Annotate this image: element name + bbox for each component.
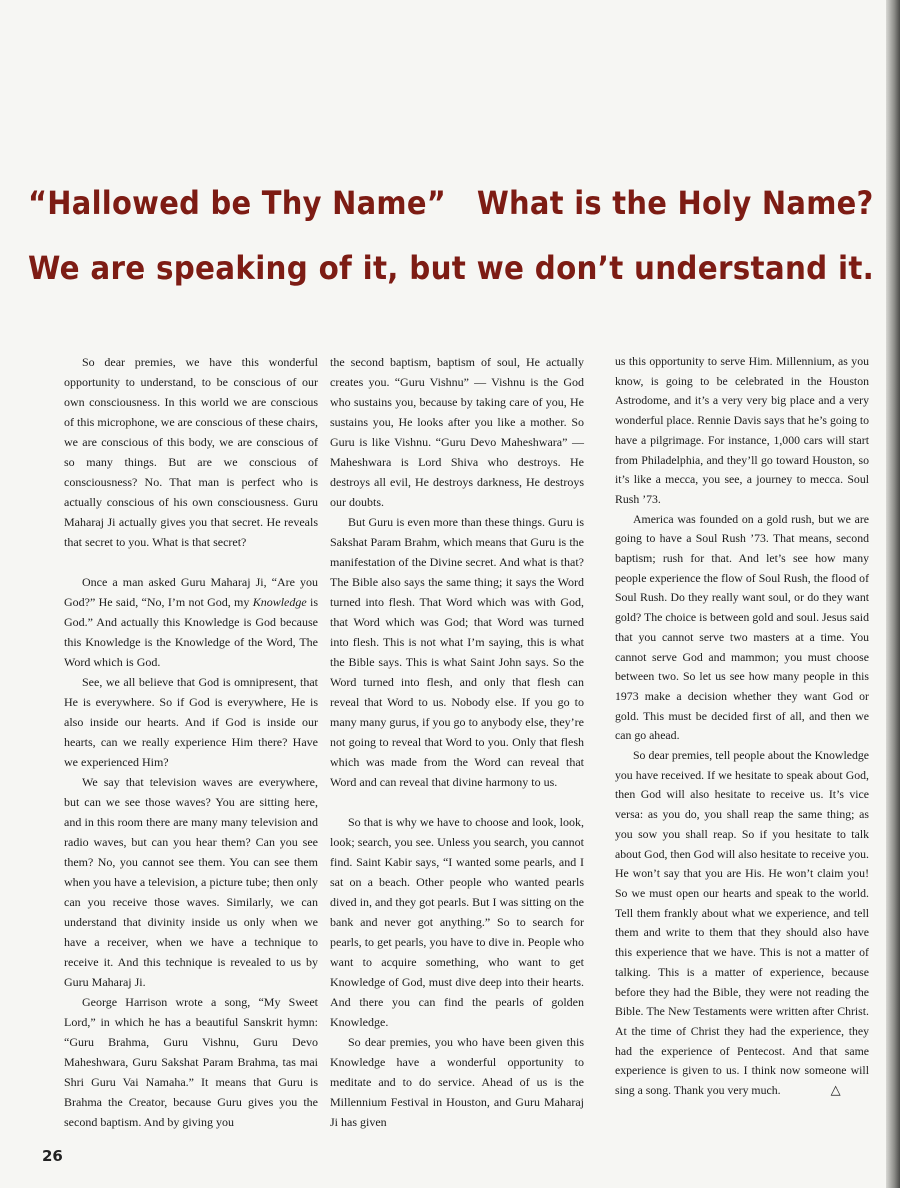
paragraph: the second baptism, baptism of soul, He actually creates you. “Guru Vishnu” — Vishnu is the God who sustains you, because by taking care of you, He sustains you, He looks after you like a mother. So Guru is like Vishnu. “Guru Devo Maheshwara” — Maheshwara is Lord Shiva who destroys. He destroys all evil, He destroys darkness, He destroys our doubts. [330, 355, 584, 509]
paragraph: So dear premies, you who have been given this Knowledge have a wonderful opportunity to meditate and to do service. Ahead of us is the Millennium Festival in Houston, and Guru Maharaj Ji has given [330, 1035, 584, 1129]
headline-line-1 [28, 183, 874, 223]
headline-question: What is the Holy Name? [476, 184, 874, 222]
paragraph: So dear premies, we have this wonderful opportunity to understand, to be conscious of our own consciousness. In this world we are conscious of this microphone, we are conscious of these chairs, we are conscious of this body, we are conscious of so many things. But are we conscious of consciousness? No. That man is perfect who is actually conscious of his own consciousness. Guru Maharaj Ji actually gives you that secret. He reveals that secret to you. What is that secret? [64, 355, 318, 549]
page-edge [886, 0, 900, 1188]
end-triangle-icon: △ [830, 1083, 841, 1099]
article-column-1 [64, 352, 318, 1132]
paragraph: George Harrison wrote a song, “My Sweet Lord,” in which he has a beautiful Sanskrit hymn: “Guru Brahma, Guru Vishnu, Guru Devo Maheshwara, Guru Sakshat Param Brahma, tas mai Shri Guru Vai Namaha.” It means that Guru is Brahma the Creator, because Guru gives you the second baptism. And by giving you [64, 995, 318, 1129]
paragraph: See, we all believe that God is omnipresent, that He is everywhere. So if God is everywhere, He is also inside our hearts. And if God is inside our hearts, can we really experience Him there? Have we experienced Him? [64, 675, 318, 769]
paragraph: So dear premies, tell people about the Knowledge you have received. If we hesitate to speak about God, then God will also hesitate to receive us. It’s vice versa: as you do, you shall reap the same thing; as you sow you shall reap. So if you hesitate to talk about God, then God will also hesitate to receive you. He won’t say that you are His. He won’t claim you! So we must open our hearts and speak to the world. Tell them frankly about what we experience, and tell them and write to them that they should also have this experience that we have. This is not a matter of talking. This is a matter of experience, because before they had the Bible, they were not reading the Bible. The New Testaments were written after Christ. At the time of Christ they had the experience, they had the experience of Pentecost. And that same experience is given to us. I think now someone will sing a song. Thank you very much. △ [615, 746, 869, 1101]
paragraph: We say that television waves are everywhere, but can we see those waves? You are sitting here, and in this room there are many many television and radio waves, but can you hear them? Can you see them? No, you cannot see them. You can see them when you have a television, a picture tube; then only can you receive those waves. Similarly, we can understand that divinity inside us only when we have a receiver, when we have a technique to receive it. And this technique is revealed to us by Guru Maharaj Ji. [64, 775, 318, 989]
paragraph: America was founded on a gold rush, but we are going to have a Soul Rush ’73. That means, second baptism; rush for that. And let’s see how many people experience the flow of Soul Rush, the flood of Soul Rush. Do they really want soul, or do they want gold? The choice is between gold and soul. Jesus said that you cannot serve two masters at a time. You cannot serve God and mammon; you must choose between two. So let us see how many people in this 1973 make a decision whether they want God or gold. This must be decided first of all, and then we can go ahead. [615, 511, 869, 743]
headline-line-2: We are speaking of it, but we don’t understand it. [28, 249, 875, 287]
paragraph: So that is why we have to choose and look, look, look; search, you see. Unless you search, you cannot find. Saint Kabir says, “I wanted some pearls, and I sat on a beach. Other people who wanted pearls dived in, and they got pearls. But I was sitting on the bank and never got anything.” So to search for pearls, to get pearls, you have to dive in. People who want to acquire something, who want to get Knowledge of God, must dive deep into their hearts. And there you can find the pearls of golden Knowledge. [330, 815, 584, 1029]
article-column-2 [330, 352, 584, 1132]
headline-hallowed: “Hallowed be Thy Name” [28, 184, 447, 222]
paragraph: Once a man asked Guru Maharaj Ji, “Are you God?” He said, “No, I’m not God, my Knowledge is God.” And actually this Knowledge is God because this Knowledge is the Knowledge of the Word, The Word which is God. [64, 575, 318, 669]
paragraph: But Guru is even more than these things. Guru is Sakshat Param Brahm, which means that Guru is the manifestation of the Divine secret. And what is that? The Bible also says the same thing; it says the Word turned into flesh. That Word which was with God, that Word which was God; that Word was turned into flesh. This is not what I’m saying, this is what the Bible says. This is what Saint John says. So the Word turned into flesh, and only that flesh can reveal that Word to us. Nobody else. If you go to many many gurus, if you go to anybody else, they’re not going to reveal that Word to you. Only that flesh which was made from the Word can reveal that Word and can reveal that divine harmony to us. [330, 515, 584, 789]
page-number: 26 [42, 1147, 63, 1165]
article-column-3 [615, 352, 869, 1101]
paragraph: us this opportunity to serve Him. Millennium, as you know, is going to be celebrated in the Houston Astrodome, and it’s a very very big place and a very wonderful place. Rennie Davis says that he’s going to have a pilgrimage. For instance, 1,000 cars will start from Philadelphia, and they’ll go toward Houston, so it’s like a mecca, you see, a journey to mecca. Soul Rush ’73. [615, 354, 869, 506]
